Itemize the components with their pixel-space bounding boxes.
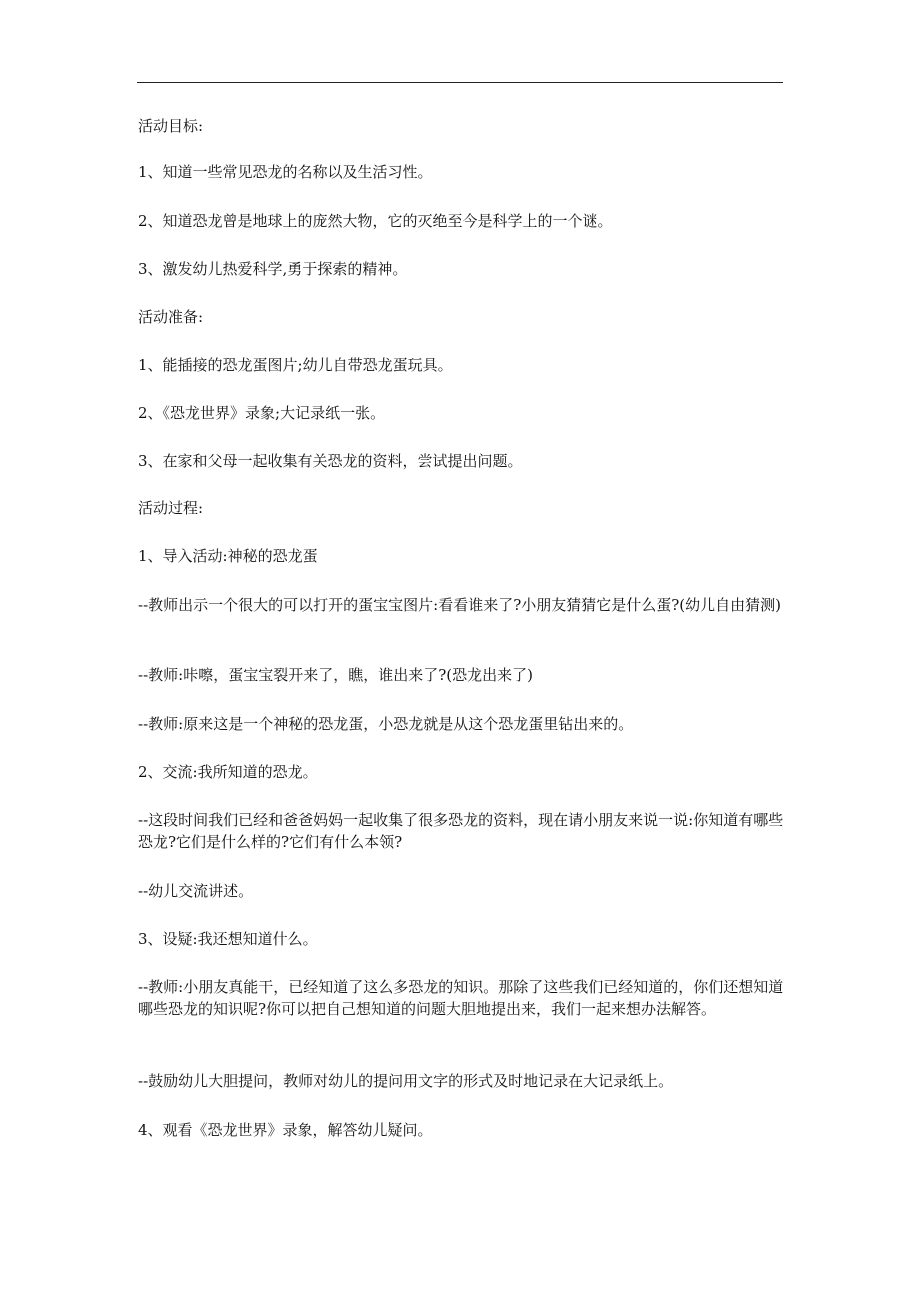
- process-step-1: 1、导入活动:神秘的恐龙蛋: [138, 547, 318, 565]
- process-step-1-detail-1: --教师出示一个很大的可以打开的蛋宝宝图片:看看谁来了?小朋友猜猜它是什么蛋?(幼儿自由猜测): [138, 596, 781, 614]
- goal-item-3: 3、激发幼儿热爱科学,勇于探索的精神。: [138, 260, 408, 278]
- process-step-2: 2、交流:我所知道的恐龙。: [138, 763, 318, 781]
- process-step-2-detail-1: --这段时间我们已经和爸爸妈妈一起收集了很多恐龙的资料，现在请小朋友来说一说:你知道有哪些恐龙?它们是什么样的?它们有什么本领?: [138, 811, 784, 851]
- header-rule: [137, 82, 783, 83]
- heading-goals: 活动目标:: [138, 117, 204, 135]
- process-step-3-detail-1: --教师:小朋友真能干，已经知道了这么多恐龙的知识。那除了这些我们已经知道的，你们还想知道哪些恐龙的知识呢?你可以把自己想知道的问题大胆地提出来，我们一起来想办法解答。: [138, 978, 784, 1018]
- heading-process: 活动过程:: [138, 499, 204, 517]
- process-step-4: 4、观看《恐龙世界》录象，解答幼儿疑问。: [138, 1121, 433, 1139]
- process-step-3-detail-2: --鼓励幼儿大胆提问，教师对幼儿的提问用文字的形式及时地记录在大记录纸上。: [138, 1072, 674, 1090]
- heading-preparation: 活动准备:: [138, 308, 204, 326]
- prep-item-2: 2、《恐龙世界》录象;大记录纸一张。: [138, 404, 386, 422]
- prep-item-3: 3、在家和父母一起收集有关恐龙的资料，尝试提出问题。: [138, 452, 523, 470]
- goal-item-2: 2、知道恐龙曾是地球上的庞然大物，它的灭绝至今是科学上的一个谜。: [138, 212, 613, 230]
- process-step-3: 3、设疑:我还想知道什么。: [138, 930, 318, 948]
- goal-item-1: 1、知道一些常见恐龙的名称以及生活习性。: [138, 163, 433, 181]
- process-step-1-detail-3: --教师:原来这是一个神秘的恐龙蛋，小恐龙就是从这个恐龙蛋里钻出来的。: [138, 715, 634, 733]
- process-step-2-detail-2: --幼儿交流讲述。: [138, 882, 254, 900]
- prep-item-1: 1、能插接的恐龙蛋图片;幼儿自带恐龙蛋玩具。: [138, 356, 453, 374]
- process-step-1-detail-2: --教师:咔嚓，蛋宝宝裂开来了，瞧，谁出来了?(恐龙出来了): [138, 666, 533, 684]
